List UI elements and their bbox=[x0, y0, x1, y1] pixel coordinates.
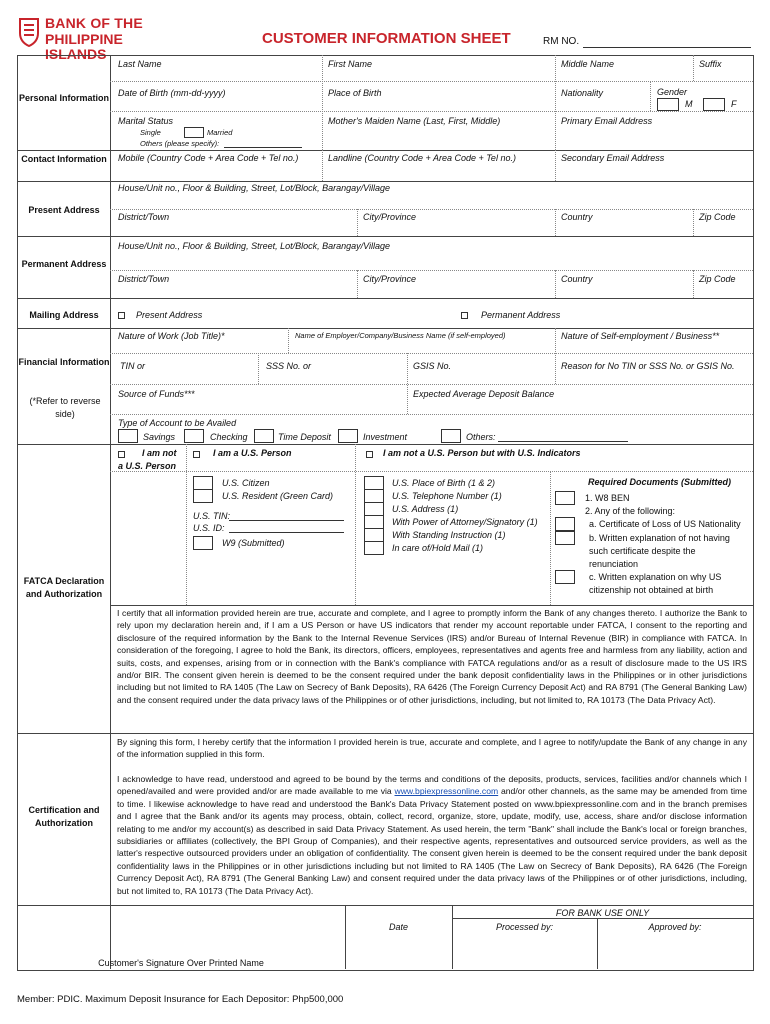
present-zip-field[interactable]: Zip Code bbox=[699, 212, 736, 222]
no-tin-reason-field[interactable]: Reason for No TIN or SSS No. or GSIS No. bbox=[561, 361, 735, 371]
dotted-divider bbox=[555, 55, 556, 150]
us-resident-checkbox[interactable] bbox=[193, 489, 213, 503]
gender-m-checkbox[interactable] bbox=[657, 98, 679, 111]
checking-checkbox[interactable] bbox=[184, 429, 204, 443]
written-explanation-b-label-3: renunciation bbox=[589, 559, 639, 569]
bank-name-line1: BANK OF THE bbox=[45, 15, 143, 31]
financial-note: (*Refer to reverse side) bbox=[29, 396, 101, 419]
gsis-field[interactable]: GSIS No. bbox=[413, 361, 452, 371]
others-account-field[interactable] bbox=[498, 441, 628, 442]
dotted-rule bbox=[110, 384, 753, 385]
any-following-label: 2. Any of the following: bbox=[585, 506, 676, 516]
dotted-divider bbox=[407, 353, 408, 414]
indicator-phone-label: U.S. Telephone Number (1) bbox=[392, 491, 502, 501]
customer-signature-label: Customer's Signature Over Printed Name bbox=[98, 958, 264, 968]
permanent-city-field[interactable]: City/Province bbox=[363, 274, 417, 284]
form-title: CUSTOMER INFORMATION SHEET bbox=[262, 30, 511, 47]
dotted-rule bbox=[110, 111, 753, 112]
source-of-funds-field[interactable]: Source of Funds*** bbox=[118, 389, 195, 399]
savings-label: Savings bbox=[143, 432, 176, 442]
dotted-divider bbox=[555, 328, 556, 384]
present-country-field[interactable]: Country bbox=[561, 212, 593, 222]
gender-f-label: F bbox=[731, 99, 737, 109]
dotted-rule bbox=[110, 209, 753, 210]
savings-checkbox[interactable] bbox=[118, 429, 138, 443]
divider bbox=[17, 444, 753, 445]
w8ben-label: 1. W8 BEN bbox=[585, 493, 630, 503]
date-label: Date bbox=[389, 922, 409, 932]
w8ben-checkbox[interactable] bbox=[555, 491, 575, 505]
dotted-divider bbox=[258, 353, 259, 384]
certification-paragraph-1: By signing this form, I hereby certify that the information I provided herein is true, accurate and complete, and I agree to notify/update the Bank of any change in any of the information supplied in this form. bbox=[117, 737, 747, 760]
dotted-divider bbox=[357, 270, 358, 298]
certification-paragraph-2: I acknowledge to have read, understood and agreed to be bound by the terms and conditions of the deposits, products, services, facilities and/or channels which I opened/availed and were provided and/or are made available to me via www.bpiexpressonline.com and/or other channels, as the same may be amended from time to time. I likewise acknowledge to have read and understood the Bank's Data Privacy Statement posted on www.bpiexpressonline.com and in the branch premises and I agree that the Bank and/or its agents may process, obtain, collect, record, organize, store, update, modify, use, access, share and/or disclose information relating to me and/or my account(s) as described in said Data Privacy Statement. As used herein, the term "Bank" shall include the Bank's local or foreign branches, subsidiaries or affiliates (collectively, the BPI Group of Companies), and their respective agents, representatives and outsourced service providers, as well as the latter's respective outsourced providers under an obligation of confidentiality. The consent given herein is deemed to be the consent required under the bank deposit confidentiality laws in the Philippines or in other jurisdictions including but not limited to RA 1405 (The Law on Secrecy of Bank Deposits), RA 6426 (The Foreign Currency Deposit Act), RA 8791 (The General Banking Law) and consent required under the data privacy laws of the Philippines or of other jurisdictions, including, but not limited to, RA 10173 (The Data Privacy Act). bbox=[117, 774, 747, 896]
bank-name-line2: PHILIPPINE ISLANDS bbox=[45, 31, 123, 62]
indicator-phone-checkbox[interactable] bbox=[364, 489, 384, 503]
indicator-poa-label: With Power of Attorney/Signatory (1) bbox=[392, 517, 538, 527]
married-label: Married bbox=[207, 128, 233, 137]
permanent-district-field[interactable]: District/Town bbox=[118, 274, 170, 284]
section-fatca: FATCA Declaration and Authorization bbox=[23, 576, 105, 599]
indicator-hold-mail-checkbox[interactable] bbox=[364, 541, 384, 555]
divider bbox=[17, 298, 753, 299]
dotted-divider bbox=[693, 270, 694, 298]
single-label: Single bbox=[140, 128, 161, 137]
dotted-divider bbox=[355, 444, 356, 605]
divider bbox=[17, 150, 753, 151]
written-explanation-c-label: c. Written explanation on why US bbox=[589, 572, 722, 582]
dotted-rule bbox=[110, 270, 753, 271]
indicator-address-label: U.S. Address (1) bbox=[392, 504, 459, 514]
indicator-standing-label: With Standing Instruction (1) bbox=[392, 530, 506, 540]
permanent-house-field[interactable]: House/Unit no., Floor & Building, Street, Lot/Block, Barangay/Village bbox=[118, 241, 390, 251]
tin-field[interactable]: TIN or bbox=[120, 361, 146, 371]
dotted-divider bbox=[288, 328, 289, 353]
indicator-hold-mail-label: In care of/Hold Mail (1) bbox=[392, 543, 484, 553]
w9-label: W9 (Submitted) bbox=[222, 538, 285, 548]
permanent-zip-field[interactable]: Zip Code bbox=[699, 274, 736, 284]
cert-loss-label: a. Certificate of Loss of US Nationality bbox=[589, 519, 741, 529]
section-present-address: Present Address bbox=[28, 205, 100, 215]
present-city-field[interactable]: City/Province bbox=[363, 212, 417, 222]
suffix-field[interactable]: Suffix bbox=[699, 59, 722, 69]
mailing-permanent-label: Permanent Address bbox=[481, 310, 561, 320]
dotted-rule bbox=[110, 471, 753, 472]
primary-email-field[interactable]: Primary Email Address bbox=[561, 116, 653, 126]
us-citizen-checkbox[interactable] bbox=[193, 476, 213, 490]
dotted-divider bbox=[550, 471, 551, 605]
dotted-divider bbox=[322, 150, 323, 181]
not-us-person-label: I am not bbox=[142, 448, 177, 458]
sss-field[interactable]: SSS No. or bbox=[266, 361, 312, 371]
us-indicators-label: I am not a U.S. Person but with U.S. Indicators bbox=[383, 448, 581, 458]
gender-f-checkbox[interactable] bbox=[703, 98, 725, 111]
bank-use-label: FOR BANK USE ONLY bbox=[555, 908, 650, 918]
not-us-person-checkbox[interactable] bbox=[118, 451, 125, 458]
self-employment-field[interactable]: Nature of Self-employment / Business** bbox=[561, 331, 720, 341]
dotted-divider bbox=[693, 55, 694, 81]
not-us-person-label-2: a U.S. Person bbox=[118, 461, 177, 471]
middle-name-field[interactable]: Middle Name bbox=[561, 59, 615, 69]
signature-field[interactable] bbox=[20, 910, 342, 954]
section-financial: Financial Information bbox=[18, 357, 110, 367]
rm-no-label: RM NO. bbox=[543, 36, 580, 47]
divider bbox=[110, 605, 753, 606]
mailing-permanent-checkbox[interactable] bbox=[461, 312, 468, 319]
dob-field[interactable]: Date of Birth (mm-dd-yyyy) bbox=[118, 88, 226, 98]
dotted-rule bbox=[110, 353, 753, 354]
landline-field[interactable]: Landline (Country Code + Area Code + Tel no.) bbox=[328, 153, 516, 163]
expected-balance-field[interactable]: Expected Average Deposit Balance bbox=[413, 389, 555, 399]
marital-others-field[interactable] bbox=[224, 147, 302, 148]
gender-m-label: M bbox=[685, 99, 693, 109]
gender-label: Gender bbox=[657, 87, 688, 97]
investment-checkbox[interactable] bbox=[338, 429, 358, 443]
indicator-birth-checkbox[interactable] bbox=[364, 476, 384, 490]
written-explanation-b-checkbox[interactable] bbox=[555, 531, 575, 545]
present-house-field[interactable]: House/Unit no., Floor & Building, Street, Lot/Block, Barangay/Village bbox=[118, 183, 390, 193]
dotted-divider bbox=[555, 150, 556, 181]
dotted-divider bbox=[650, 81, 651, 111]
divider bbox=[17, 733, 753, 734]
place-of-birth-field[interactable]: Place of Birth bbox=[328, 88, 382, 98]
approved-by-label: Approved by: bbox=[648, 922, 702, 932]
dotted-divider bbox=[357, 209, 358, 236]
written-explanation-c-checkbox[interactable] bbox=[555, 570, 575, 584]
written-explanation-b-label-2: such certificate despite the bbox=[589, 546, 696, 556]
written-explanation-c-label-2: citizenship not obtained at birth bbox=[589, 585, 714, 595]
fatca-certification-text: I certify that all information provided herein are true, accurate and complete, and I agree to promptly inform the Bank of any changes thereto. I authorize the Bank to rely upon my declaration herein and, if I am a US Person or have US indicators that render my account reportable under FATCA, I consent to the reporting and disclosure of the required information by the Bank to the Internal Revenue Services (IRS) and/or Bureau of Internal Revenue (BIR) in compliance with FATCA. In consideration of the foregoing, I agree to hold the Bank, its directors, officers, employees, representatives and agents free and harmless from any liability, action and suits, costs, and expenses, arising from or in connection with the Bank's compliance with FATCA regulations and/or as a result of disclosure made to the US IRS and/or BIR. The consent given herein is deemed to be the consent required under the bank deposit confidentiality laws in the Philippines or in other jurisdictions including but not limited to RA 1405 (The Law on Secrecy of Bank Deposits), RA 6426 (The Foreign Currency Deposit Act) and RA 8791 (The General Banking Law) and the consent required under the data privacy laws of the Philippines or of other jurisdictions, including, but not limited to, RA 10173 (The Data Privacy Act). bbox=[117, 608, 747, 705]
mailing-present-label: Present Address bbox=[136, 310, 203, 320]
us-resident-label: U.S. Resident (Green Card) bbox=[222, 491, 334, 501]
label-column-divider bbox=[110, 55, 111, 969]
written-explanation-b-label: b. Written explanation of not having bbox=[589, 533, 730, 543]
date-field[interactable] bbox=[348, 936, 450, 966]
dotted-rule bbox=[110, 414, 753, 415]
indicator-birth-label: U.S. Place of Birth (1 & 2) bbox=[392, 478, 496, 488]
secondary-email-field[interactable]: Secondary Email Address bbox=[561, 153, 665, 163]
us-id-label: U.S. ID: bbox=[193, 523, 225, 533]
dotted-divider bbox=[322, 55, 323, 150]
signature-divider bbox=[345, 905, 346, 969]
section-certification: Certification and Authorization bbox=[28, 805, 100, 828]
time-deposit-label: Time Deposit bbox=[278, 432, 331, 442]
rm-no-field[interactable] bbox=[583, 46, 751, 48]
investment-label: Investment bbox=[363, 432, 408, 442]
bpi-express-link[interactable]: www.bpiexpressonline.com bbox=[394, 786, 499, 797]
others-account-label: Others: bbox=[466, 432, 496, 442]
indicator-address-checkbox[interactable] bbox=[364, 502, 384, 516]
us-tin-label: U.S. TIN: bbox=[193, 511, 231, 521]
others-account-checkbox[interactable] bbox=[441, 429, 461, 443]
type-of-account-label: Type of Account to be Availed bbox=[118, 418, 237, 428]
section-personal: Personal Information bbox=[18, 93, 109, 103]
dotted-divider bbox=[555, 270, 556, 298]
w9-checkbox[interactable] bbox=[193, 536, 213, 550]
checking-label: Checking bbox=[210, 432, 248, 442]
divider bbox=[17, 181, 753, 182]
pdic-footer: Member: PDIC. Maximum Deposit Insurance for Each Depositor: Php500,000 bbox=[17, 994, 344, 1005]
divider bbox=[17, 905, 753, 906]
mailing-present-checkbox[interactable] bbox=[118, 312, 125, 319]
us-person-label: I am a U.S. Person bbox=[213, 448, 292, 458]
us-indicators-checkbox[interactable] bbox=[366, 451, 373, 458]
section-contact: Contact Information bbox=[21, 154, 107, 164]
indicator-standing-checkbox[interactable] bbox=[364, 528, 384, 542]
divider bbox=[17, 328, 753, 329]
bpi-crest-icon bbox=[18, 17, 40, 47]
dotted-rule bbox=[110, 81, 753, 82]
us-person-checkbox[interactable] bbox=[193, 451, 200, 458]
dotted-divider bbox=[186, 444, 187, 605]
us-tin-field[interactable] bbox=[229, 520, 344, 521]
divider bbox=[17, 236, 753, 237]
others-label: Others (please specify): bbox=[140, 139, 220, 148]
employer-field[interactable]: Name of Employer/Company/Business Name (if self-employed) bbox=[295, 331, 506, 340]
mothers-maiden-field[interactable]: Mother's Maiden Name (Last, First, Middle) bbox=[328, 116, 501, 126]
processed-by-label: Processed by: bbox=[495, 922, 554, 932]
last-name-field[interactable]: Last Name bbox=[118, 59, 162, 69]
present-district-field[interactable]: District/Town bbox=[118, 212, 170, 222]
nationality-field[interactable]: Nationality bbox=[561, 88, 604, 98]
nature-of-work-field[interactable]: Nature of Work (Job Title)* bbox=[118, 331, 225, 341]
us-id-field[interactable] bbox=[229, 532, 344, 533]
us-citizen-label: U.S. Citizen bbox=[222, 478, 270, 488]
time-deposit-checkbox[interactable] bbox=[254, 429, 274, 443]
section-permanent-address: Permanent Address bbox=[21, 259, 107, 269]
first-name-field[interactable]: First Name bbox=[328, 59, 373, 69]
single-checkbox[interactable] bbox=[184, 127, 204, 138]
section-mailing-address: Mailing Address bbox=[29, 310, 99, 320]
bank-use-rule bbox=[452, 918, 753, 919]
indicator-poa-checkbox[interactable] bbox=[364, 515, 384, 529]
permanent-country-field[interactable]: Country bbox=[561, 274, 593, 284]
marital-status-label: Marital Status bbox=[118, 116, 174, 126]
cert-loss-checkbox[interactable] bbox=[555, 517, 575, 531]
dotted-divider bbox=[555, 209, 556, 236]
mobile-field[interactable]: Mobile (Country Code + Area Code + Tel no.) bbox=[118, 153, 299, 163]
required-docs-title: Required Documents (Submitted) bbox=[588, 477, 732, 487]
dotted-divider bbox=[693, 209, 694, 236]
bank-logo bbox=[18, 14, 178, 62]
